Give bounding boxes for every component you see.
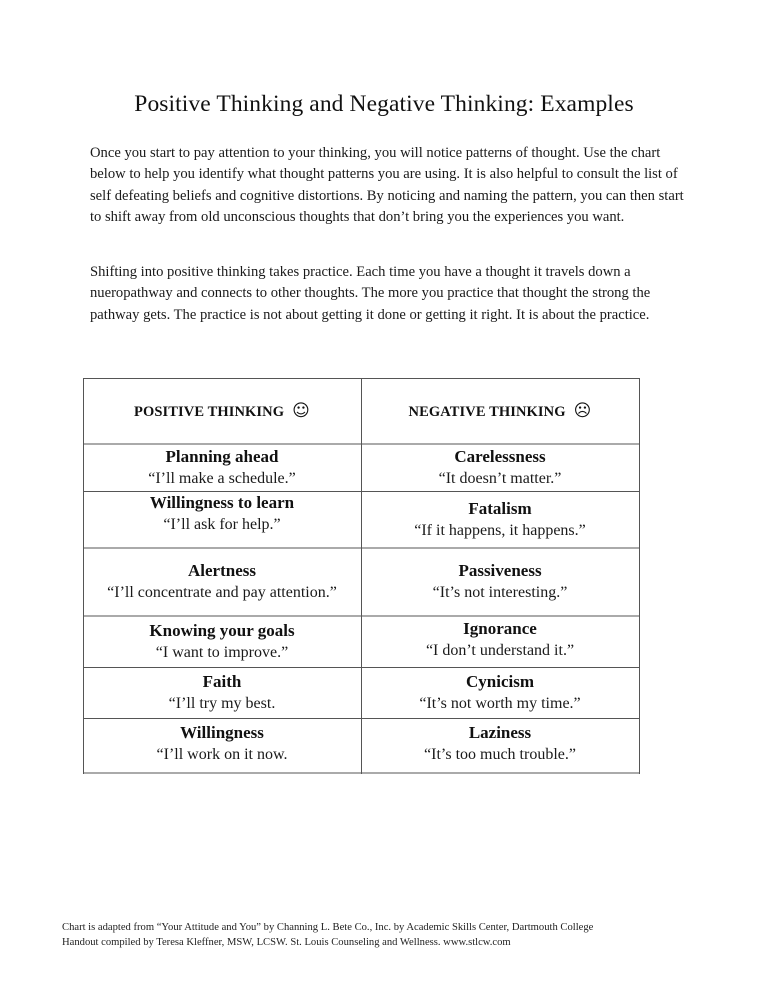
trait-name: Ignorance bbox=[463, 619, 537, 638]
trait-name: Willingness bbox=[180, 723, 264, 742]
table-cell-negative bbox=[361, 668, 639, 718]
trait-name: Knowing your goals bbox=[149, 621, 295, 640]
header-negative-label: NEGATIVE THINKING bbox=[408, 404, 566, 420]
trait-quote: “I’ll make a schedule.” bbox=[148, 469, 296, 487]
trait-name: Planning ahead bbox=[165, 446, 279, 466]
trait-quote: “I’ll work on it now. bbox=[156, 746, 288, 763]
trait-name: Laziness bbox=[468, 723, 532, 742]
table-cell-positive bbox=[83, 719, 361, 769]
footer-credits bbox=[62, 921, 742, 950]
trait-quote: “I want to improve.” bbox=[155, 644, 289, 661]
header-positive-label: POSITIVE THINKING bbox=[134, 404, 285, 420]
trait-quote: “It doesn’t matter.” bbox=[438, 469, 562, 487]
trait-name: Cynicism bbox=[466, 672, 534, 691]
footer-attribution: Chart is adapted from “Your Attitude and You” by Channing L. Bete Co., Inc. by Academic Skills Center, Dartmouth College bbox=[62, 922, 594, 933]
trait-quote: “I don’t understand it.” bbox=[425, 642, 575, 659]
table-cell-negative bbox=[361, 549, 639, 615]
trait-quote: “I’ll try my best. bbox=[168, 695, 276, 712]
frowning-face-icon: ☹ bbox=[573, 401, 592, 421]
trait-quote: “If it happens, it happens.” bbox=[414, 522, 586, 539]
trait-quote: “It’s not interesting.” bbox=[432, 584, 568, 601]
table-cell-positive bbox=[83, 549, 361, 615]
trait-name: Faith bbox=[202, 672, 242, 691]
table-cell-negative bbox=[361, 719, 639, 769]
footer-compiled-by: Handout compiled by Teresa Kleffner, MSW, LCSW. St. Louis Counseling and Wellness. www.stlcw.com bbox=[62, 936, 511, 948]
table-cell-negative bbox=[361, 444, 639, 491]
trait-name: Passiveness bbox=[458, 561, 542, 580]
trait-quote: “It’s too much trouble.” bbox=[424, 746, 576, 763]
page-title: Positive Thinking and Negative Thinking: Examples bbox=[134, 91, 634, 117]
header-negative bbox=[361, 378, 639, 444]
trait-name: Carelessness bbox=[454, 446, 546, 466]
trait-name: Alertness bbox=[188, 561, 256, 580]
table-cell-negative bbox=[361, 492, 639, 548]
table-cell-positive bbox=[83, 444, 361, 491]
table-cell-positive bbox=[83, 617, 361, 667]
trait-name: Willingness to learn bbox=[149, 493, 295, 512]
table-cell-positive bbox=[83, 668, 361, 718]
trait-quote: “It’s not worth my time.” bbox=[419, 695, 581, 712]
trait-quote: “I’ll ask for help.” bbox=[163, 516, 281, 533]
smiley-face-icon: ☺ bbox=[292, 401, 310, 421]
table-border-right bbox=[639, 378, 640, 774]
table-cell-positive bbox=[83, 490, 361, 542]
practice-paragraph: Shifting into positive thinking takes practice. Each time you have a thought it travels down a nueropathway and connects to other thoughts. The more you practice that thought the strong the pathway gets. The practice is not about getting it done or getting it right. It is about the practice. bbox=[90, 264, 651, 323]
thinking-comparison-table bbox=[83, 378, 639, 773]
trait-quote: “I’ll concentrate and pay attention.” bbox=[107, 584, 337, 601]
header-positive bbox=[83, 378, 361, 444]
trait-name: Fatalism bbox=[468, 499, 532, 518]
table-cell-negative bbox=[361, 615, 639, 665]
intro-paragraph: Once you start to pay attention to your thinking, you will notice patterns of thought. Use the chart below to help you identify what thought patterns you are using. It is also helpful to consult the list of self defeating beliefs and cognitive distortions. By noticing and naming the pattern, you can then start to shift away from old unconscious thoughts that don’t bring you the experiences you want. bbox=[90, 145, 684, 225]
